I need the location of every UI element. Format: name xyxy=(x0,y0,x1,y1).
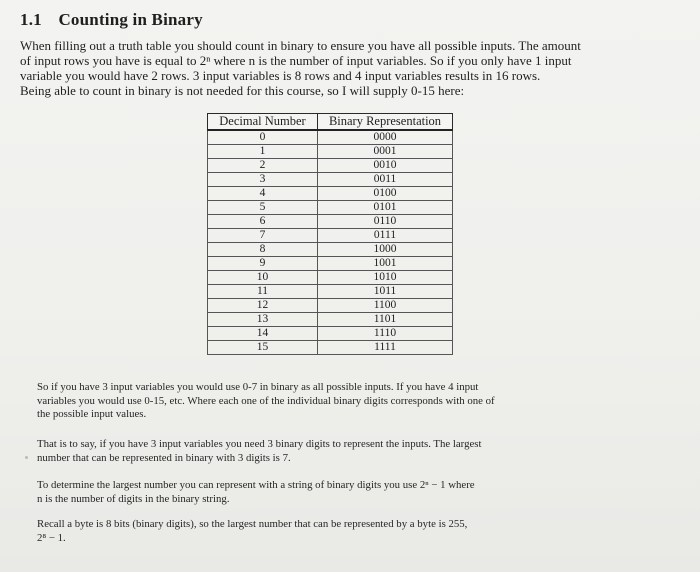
paragraph-input-range xyxy=(37,381,637,422)
table-row xyxy=(208,243,453,257)
section-heading xyxy=(20,10,203,30)
table-row xyxy=(208,201,453,215)
binary-header: Binary Representation xyxy=(318,114,453,131)
table-row xyxy=(208,327,453,341)
binary-cell: 1010 xyxy=(318,271,453,285)
intro-line: variable you would have 2 rows. 3 input variables is 8 rows and 4 input variables results in 16 rows. xyxy=(20,68,541,83)
paragraph-line: That is to say, if you have 3 input variables you need 3 binary digits to represent the inputs. The largest xyxy=(37,438,482,450)
section-number: 1.1 xyxy=(20,10,42,29)
binary-cell: 1110 xyxy=(318,327,453,341)
decimal-cell: 6 xyxy=(208,215,318,229)
decimal-cell: 11 xyxy=(208,285,318,299)
paragraph-line: number that can be represented in binary with 3 digits is 7. xyxy=(37,451,291,464)
decimal-cell: 2 xyxy=(208,159,318,173)
binary-cell: 1000 xyxy=(318,243,453,257)
binary-cell: 0110 xyxy=(318,215,453,229)
table-row xyxy=(208,299,453,313)
intro-line: Being able to count in binary is not needed for this course, so I will supply 0-15 here: xyxy=(20,83,465,98)
paragraph-byte xyxy=(37,518,637,545)
decimal-cell: 8 xyxy=(208,243,318,257)
paragraph-line: variables you would use 0-15, etc. Where each one of the individual binary digits corresponds with one of xyxy=(37,394,495,407)
decimal-cell: 13 xyxy=(208,313,318,327)
paragraph-line: n is the number of digits in the binary string. xyxy=(37,492,230,505)
table-row xyxy=(208,145,453,159)
binary-cell: 1011 xyxy=(318,285,453,299)
paragraph-binary-digits xyxy=(37,438,637,465)
intro-line: When filling out a truth table you should count in binary to ensure you have all possible inputs. The amount xyxy=(20,38,581,53)
decimal-cell: 4 xyxy=(208,187,318,201)
decimal-cell: 0 xyxy=(208,130,318,145)
decimal-cell: 10 xyxy=(208,271,318,285)
decimal-cell: 14 xyxy=(208,327,318,341)
decimal-cell: 9 xyxy=(208,257,318,271)
binary-cell: 0001 xyxy=(318,145,453,159)
paragraph-line: the possible input values. xyxy=(37,408,147,420)
binary-cell: 1101 xyxy=(318,313,453,327)
paragraph-largest-number xyxy=(37,479,637,506)
table-row xyxy=(208,313,453,327)
binary-cell: 0000 xyxy=(318,130,453,145)
binary-cell: 1111 xyxy=(318,341,453,355)
table-row xyxy=(208,285,453,299)
table-row xyxy=(208,271,453,285)
table-row xyxy=(208,173,453,187)
decimal-header: Decimal Number xyxy=(208,114,318,131)
table-row xyxy=(208,187,453,201)
section-title: Counting in Binary xyxy=(58,10,203,29)
binary-cell: 0011 xyxy=(318,173,453,187)
binary-cell: 0100 xyxy=(318,187,453,201)
decimal-cell: 3 xyxy=(208,173,318,187)
decimal-cell: 7 xyxy=(208,229,318,243)
intro-paragraph xyxy=(20,38,640,98)
intro-line: of input rows you have is equal to 2ⁿ where n is the number of input variables. So if you only have 1 input xyxy=(20,53,572,68)
table-row xyxy=(208,215,453,229)
table-row xyxy=(208,257,453,271)
binary-cell: 0101 xyxy=(318,201,453,215)
paragraph-line: To determine the largest number you can represent with a string of binary digits you use 2ⁿ − 1 where xyxy=(37,479,475,491)
table-header-row xyxy=(208,114,453,131)
binary-table xyxy=(207,113,453,355)
binary-cell: 0111 xyxy=(318,229,453,243)
decimal-cell: 1 xyxy=(208,145,318,159)
table-row xyxy=(208,130,453,145)
table-row xyxy=(208,229,453,243)
paragraph-line: 2⁸ − 1. xyxy=(37,531,66,544)
paragraph-line: Recall a byte is 8 bits (binary digits), so the largest number that can be represented by a byte is 255, xyxy=(37,518,468,530)
decimal-cell: 12 xyxy=(208,299,318,313)
binary-cell: 1100 xyxy=(318,299,453,313)
decimal-cell: 15 xyxy=(208,341,318,355)
table-row xyxy=(208,341,453,355)
binary-cell: 1001 xyxy=(318,257,453,271)
binary-cell: 0010 xyxy=(318,159,453,173)
stray-mark xyxy=(25,456,28,459)
decimal-cell: 5 xyxy=(208,201,318,215)
table-row xyxy=(208,159,453,173)
paragraph-line: So if you have 3 input variables you would use 0-7 in binary as all possible inputs. If you have 4 input xyxy=(37,381,479,393)
table-body xyxy=(208,130,453,355)
